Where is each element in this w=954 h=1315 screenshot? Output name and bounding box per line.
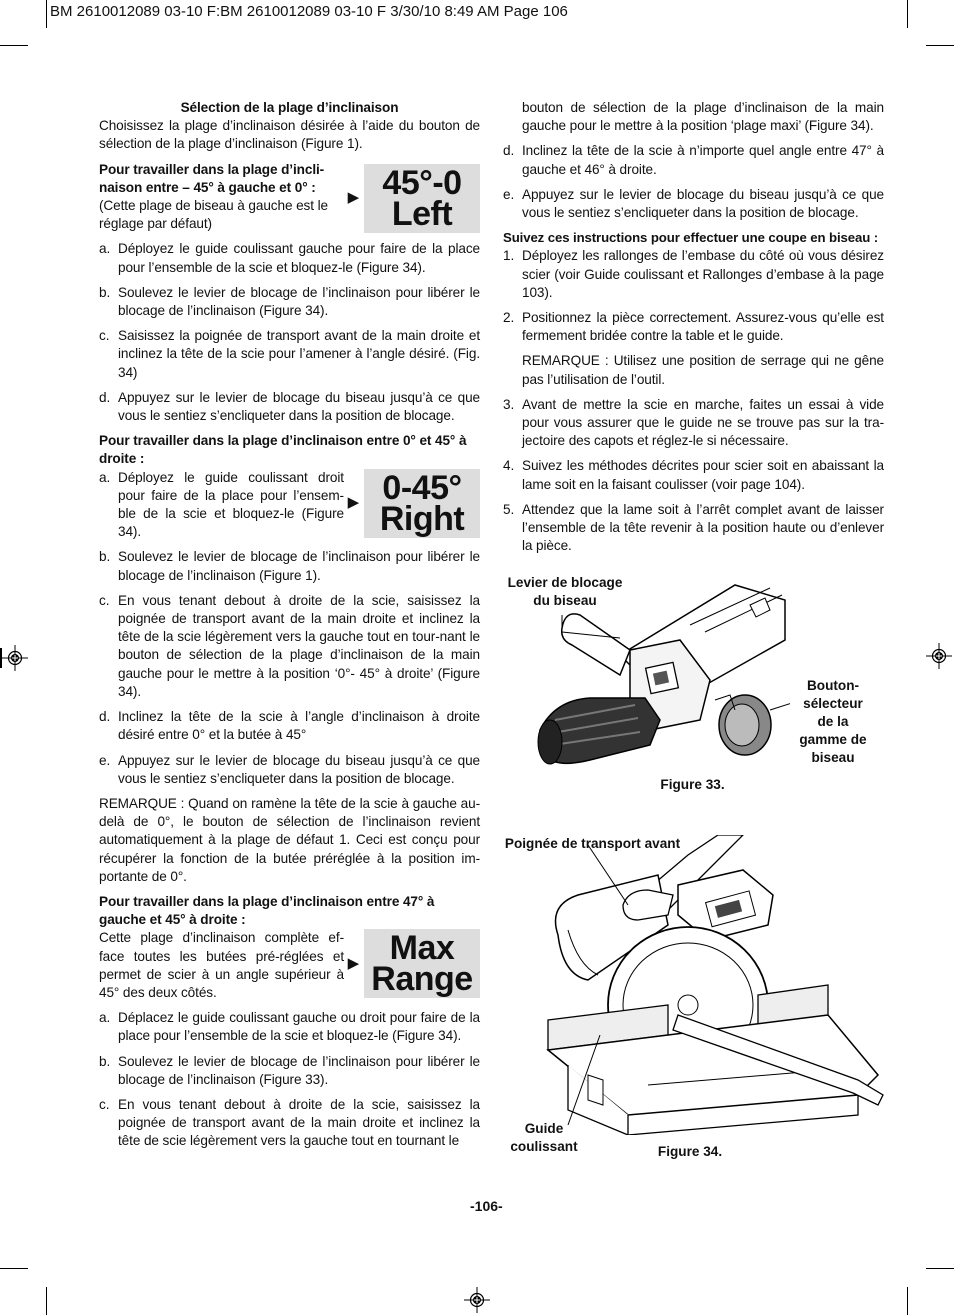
max-range-title: Pour travailler dans la plage d’inclinaison entre 47° à gauche et 45° à droite : bbox=[99, 893, 435, 928]
intro-paragraph: Choisissez la plage d’inclinaison désirée à l’aide du bouton de sélection de la plage d’inclinaison (Figure 1). bbox=[99, 118, 480, 152]
registration-mark-icon bbox=[2, 645, 28, 671]
figure-33-bevel-lock-illustration bbox=[520, 580, 790, 780]
list-item: b. Soulevez le levier de blocage de l’inclinaison pour libérer le blocage de l’inclinaison (Figure 1). bbox=[99, 549, 480, 583]
remark-paragraph: REMARQUE : Quand on ramène la tête de la scie à gauche au-delà de 0°, le bouton de sélection de l’inclinaison revient automatiquement à la plage de défaut 1. Ceci est conçu pour récupérer la fonction de la butée préréglée à la position im-portante de 0°. bbox=[99, 795, 480, 884]
list-item: 2. Positionnez la pièce correctement. Assurez-vous qu’elle est fermement bridée contre la table et le guide. bbox=[503, 310, 884, 344]
crop-mark bbox=[0, 45, 28, 46]
max-range-badge: Max Range bbox=[364, 929, 480, 998]
continued-paragraph: bouton de sélection de la plage d’inclinaison de la main gauche pour le mettre à la position ‘plage maxi’ (Figure 34). bbox=[522, 100, 884, 134]
list-item: d. Appuyez sur le levier de blocage du biseau jusqu’à ce que vous le sentiez s’encliqueter dans la position de blocage. bbox=[99, 389, 480, 424]
figure-33-caption: Figure 33. bbox=[660, 777, 725, 792]
fig33-knob-label: Bouton- sélecteur de la gamme de biseau bbox=[799, 678, 867, 765]
range-left-block bbox=[99, 161, 480, 234]
list-item: c. En vous tenant debout à droite de la scie, saisissez la poignée de transport avant de la main droite et inclinez la tête de la scie légèrement vers la gauche tout en tour-nant le bouton de sélection de la plage d’inclinaison de la main gauche pour le mettre à la position ‘0°- 45° à droite’ (Figure 34). bbox=[99, 592, 480, 699]
page-number: -106- bbox=[470, 1198, 503, 1214]
range-right-badge: 0-45° Right bbox=[364, 469, 480, 538]
arrow-right-icon: ▶ bbox=[347, 494, 359, 512]
list-item: c. Saisissez la poignée de transport avant de la main droite et inclinez la tête de la scie pour l’amener à l’angle désiré. (Fig. 34) bbox=[99, 328, 480, 380]
list-item: b. Soulevez le levier de blocage de l’inclinaison pour libérer le blocage de l’inclinaison (Figure 34). bbox=[99, 284, 480, 319]
figure-34-miter-saw-illustration bbox=[528, 835, 890, 1135]
list-item: d. Inclinez la tête de la scie à l’angle d’inclinaison à droite désiré entre 0° et la butée à 45° bbox=[99, 709, 480, 743]
left-column bbox=[99, 99, 480, 1158]
bevel-cut-title: Suivez ces instructions pour effectuer une coupe en biseau : bbox=[503, 230, 879, 246]
crop-mark bbox=[46, 0, 47, 28]
fig33-lever-label: Levier de blocage du biseau bbox=[507, 575, 623, 608]
crop-mark bbox=[46, 1287, 47, 1315]
range-right-block bbox=[99, 469, 480, 542]
registration-mark-icon bbox=[464, 1287, 490, 1313]
list-item: a. Déployez le guide coulissant droit pour faire de la place pour l’ensem-ble de la scie et bloquez-le (Figure 34). bbox=[99, 469, 344, 540]
list-item: e. Appuyez sur le levier de blocage du biseau jusqu’à ce que vous le sentiez s’encliqueter dans la position de blocage. bbox=[503, 186, 884, 221]
print-slug: BM 2610012089 03-10 F:BM 2610012089 03-10 F 3/30/10 8:49 AM Page 106 bbox=[50, 3, 568, 20]
range-left-badge: 45°-0 Left bbox=[364, 164, 480, 233]
crop-mark bbox=[0, 1268, 28, 1269]
list-item: 5. Attendez que la lame soit à l’arrêt complet avant de laisser l’ensemble de la tête revenir à la position haute ou d’enlever la pièce. bbox=[503, 501, 884, 554]
crop-mark bbox=[926, 1268, 954, 1269]
list-item: 3. Avant de mettre la scie en marche, faites un essai à vide pour vous assurer que le guide ne se trouve pas sur la tra-jectoire des capots et réglez-le si nécessaire. bbox=[503, 396, 884, 449]
list-item: b. Soulevez le levier de blocage de l’inclinaison pour libérer le blocage de l’inclinaison (Figure 33). bbox=[99, 1053, 480, 1087]
fig34-handle-label: Poignée de transport avant bbox=[504, 836, 681, 851]
list-item: 1. Déployez les rallonges de l’embase du côté où vous désirez scier (voir Guide coulissant et Rallonges d’embase à la page 103). bbox=[503, 248, 884, 300]
figure-34-caption: Figure 34. bbox=[657, 1144, 723, 1159]
crop-mark bbox=[907, 0, 908, 28]
crop-mark bbox=[926, 45, 954, 46]
section-heading: Sélection de la plage d’inclinaison bbox=[180, 100, 399, 115]
fig34-fence-label: Guide coulissant bbox=[510, 1121, 578, 1154]
list-item: a. Déplacez le guide coulissant gauche ou droit pour faire de la place pour l’ensemble de la scie et bloquez-le (Figure 34). bbox=[99, 1010, 480, 1044]
range-left-title: Pour travailler dans la plage d’incli-naison entre – 45° à gauche et 0° : bbox=[99, 161, 325, 195]
max-range-note: Cette plage d’inclinaison complète ef-face toutes les butées pré-réglées et permet de scier à un angle supérieur à 45° des deux côtés. bbox=[99, 930, 344, 1000]
list-item: c. En vous tenant debout à droite de la scie, saisissez la poignée de transport avant de la main droite et inclinez la tête de scie légèrement vers la gauche tout en tournant le bbox=[99, 1096, 480, 1149]
crop-mark bbox=[907, 1287, 908, 1315]
list-item: a. Déployez le guide coulissant gauche pour faire de la place pour l’ensemble de la scie et bloquez-le (Figure 34). bbox=[99, 241, 480, 275]
right-column bbox=[503, 99, 884, 562]
arrow-right-icon: ▶ bbox=[347, 954, 359, 972]
list-item: e. Appuyez sur le levier de blocage du biseau jusqu’à ce que vous le sentiez s’encliqueter dans la position de blocage. bbox=[99, 752, 480, 786]
list-item: d. Inclinez la tête de la scie à n’importe quel angle entre 47° à gauche et 46° à droite. bbox=[503, 143, 884, 177]
list-item: 4. Suivez les méthodes décrites pour scier soit en abaissant la lame soit en la faisant coulisser (voir page 104). bbox=[503, 458, 884, 492]
arrow-right-icon: ▶ bbox=[347, 189, 359, 206]
max-range-block bbox=[99, 929, 480, 1002]
remark-paragraph: REMARQUE : Utilisez une position de serrage qui ne gêne pas l’utilisation de l’outil. bbox=[522, 353, 884, 387]
range-right-title: Pour travailler dans la plage d’inclinaison entre 0° et 45° à droite : bbox=[99, 433, 467, 467]
range-left-note: (Cette plage de biseau à gauche est le réglage par défaut) bbox=[99, 198, 328, 232]
registration-mark-icon bbox=[926, 643, 952, 669]
